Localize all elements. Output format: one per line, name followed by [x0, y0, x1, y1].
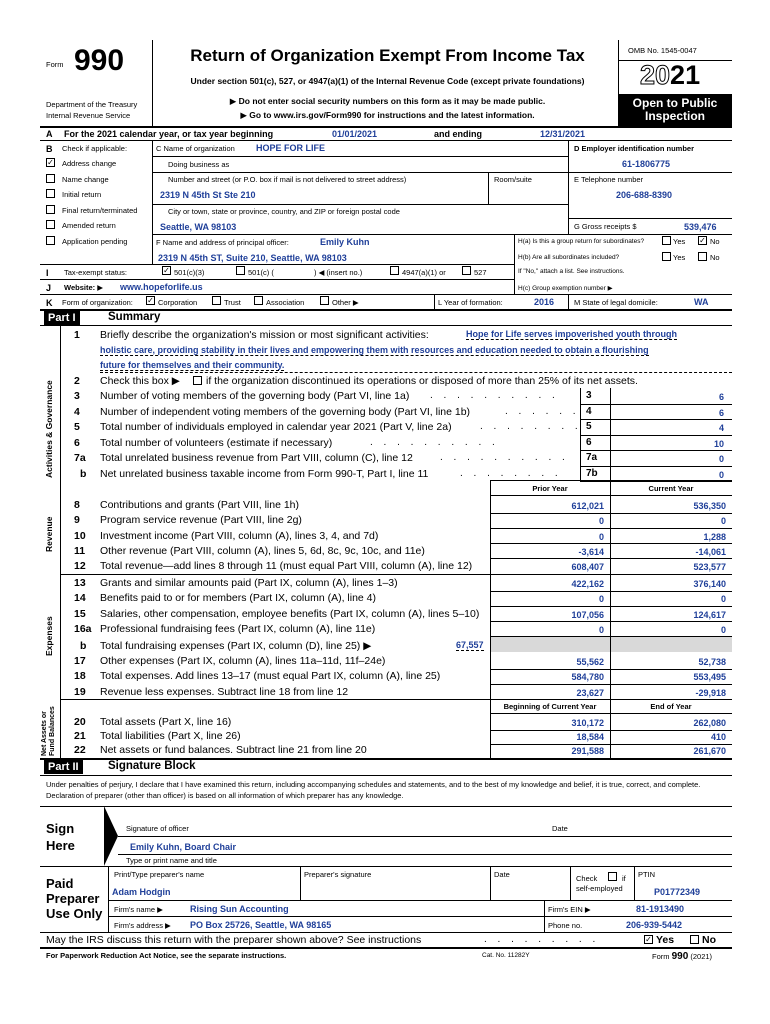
preparer-ptin[interactable]: P01772349 [654, 887, 701, 897]
prior-year-value[interactable]: -3,614 [578, 546, 604, 557]
b-label-4: Amended return [62, 221, 116, 231]
website-value[interactable]: www.hopeforlife.us [120, 282, 203, 292]
side-net-assets: Net Assets or Fund Balances [41, 706, 56, 756]
officer-address[interactable]: 2319 N 45th ST, Suite 210, Seattle, WA 98103 [158, 253, 347, 263]
line-num: 12 [74, 560, 86, 573]
gov-line-box: 7b [586, 467, 598, 479]
gov-line-text: Total number of individuals employed in calendar year 2021 (Part V, line 2a) [100, 421, 452, 433]
current-year-value[interactable]: 536,350 [693, 501, 726, 511]
current-year-value[interactable]: 410 [710, 732, 726, 742]
line-text: Contributions and grants (Part VIII, line 1h) [100, 499, 300, 511]
col-beginning-year: Beginning of Current Year [503, 702, 597, 711]
mission-line-3[interactable]: future for themselves and their community. [100, 360, 285, 370]
line-num: 17 [74, 655, 86, 667]
line-text: Net assets or fund balances. Subtract line 21 from line 20 [100, 744, 367, 756]
gov-line-num: 3 [74, 390, 80, 402]
col-current-year: Current Year [648, 484, 694, 493]
current-year-value[interactable]: 1,288 [703, 531, 726, 542]
col-end-year: End of Year [650, 702, 692, 711]
b-checkbox-0[interactable]: ✓ [47, 158, 54, 167]
prior-year-value[interactable]: 0 [598, 516, 604, 527]
line-num: 10 [74, 529, 86, 542]
leader-dots: . . . . . . . . . . [370, 436, 499, 448]
line-num: 8 [74, 499, 80, 511]
b-checkbox-2[interactable] [46, 189, 55, 198]
irs-discuss-question: May the IRS discuss this return with the preparer shown above? See instructions [46, 934, 422, 946]
mission-line-1[interactable]: Hope for Life serves impoverished youth through [466, 329, 678, 339]
line-num: 16a [74, 622, 92, 635]
leader-dots: . . . . . . . . . . [440, 452, 569, 463]
state-domicile-label: M State of legal domicile: [574, 298, 658, 307]
open-to-public-badge: Open to Public Inspection [618, 94, 732, 126]
part2-title: Signature Block [108, 760, 196, 772]
org-street[interactable]: 2319 N 45th St Ste 210 [160, 190, 256, 200]
footer-form-id: Form 990 (2021) [652, 951, 713, 962]
telephone-value[interactable]: 206-688-8390 [616, 190, 673, 200]
mission-prompt: Briefly describe the organization's mission or most significant activities: [100, 329, 429, 341]
gov-line-num: 7a [74, 452, 86, 464]
omb-number: OMB No. 1545-0047 [628, 46, 697, 55]
current-year-value[interactable]: 124,617 [693, 609, 726, 620]
b-checkbox-3[interactable] [46, 205, 55, 214]
line-num: 13 [74, 577, 86, 589]
prior-year-value[interactable]: 55,562 [576, 657, 604, 667]
ein-value[interactable]: 61-1806775 [622, 159, 671, 169]
gov-line-value[interactable]: 4 [718, 423, 724, 433]
association-checkbox[interactable] [254, 296, 263, 305]
b-checkbox-5[interactable] [46, 236, 55, 245]
form-word: Form [46, 60, 64, 69]
current-year-value[interactable]: -29,918 [695, 687, 726, 698]
line-num: 21 [74, 730, 86, 742]
gov-line-value[interactable]: 0 [718, 469, 724, 480]
org-city[interactable]: Seattle, WA 98103 [160, 222, 237, 232]
gov-line-box: 6 [586, 436, 592, 448]
line-16b-text: Total fundraising expenses (Part IX, column (D), line 25) ▶ [100, 640, 372, 652]
side-revenue: Revenue [44, 516, 54, 552]
4947-checkbox[interactable] [390, 266, 399, 275]
b-label-3: Final return/terminated [62, 205, 138, 215]
side-activities-governance: Activities & Governance [44, 380, 54, 478]
b-checkbox-4[interactable] [46, 220, 55, 229]
ha-yes-checkbox[interactable] [662, 236, 671, 245]
gov-line-box: 3 [586, 390, 592, 401]
gov-line-value[interactable]: 6 [718, 392, 724, 402]
gov-line-num: b [80, 467, 87, 480]
tax-year-end[interactable]: 12/31/2021 [540, 129, 586, 139]
leader-dots: . . . . . . . . . . [430, 390, 559, 401]
gov-line-text: Total unrelated business revenue from Part VIII, column (C), line 12 [100, 452, 413, 464]
firm-name[interactable]: Rising Sun Accounting [190, 904, 289, 914]
gov-line-box: 7a [586, 452, 598, 463]
irs-label: Internal Revenue Service [46, 111, 131, 120]
prior-year-value[interactable]: 23,627 [576, 687, 604, 698]
line-text: Total expenses. Add lines 13–17 (must equal Part IX, column (A), line 25) [100, 670, 441, 683]
preparer-signature-field[interactable]: Preparer's signature [304, 870, 372, 879]
current-year-value[interactable]: -14,061 [695, 546, 726, 557]
501c-other-checkbox[interactable] [236, 266, 245, 275]
form-title: Return of Organization Exempt From Income Tax [190, 46, 585, 65]
side-expenses: Expenses [44, 616, 54, 656]
prior-year-value[interactable]: 584,780 [571, 672, 604, 683]
leader-dots: . . . . . . . . [480, 421, 582, 432]
prior-year-value[interactable]: 612,021 [571, 501, 604, 511]
officer-print-name[interactable]: Emily Kuhn, Board Chair [130, 842, 237, 852]
officer-name[interactable]: Emily Kuhn [320, 237, 370, 247]
gov-line-text: Total number of volunteers (estimate if necessary) [100, 436, 333, 449]
line-text: Total assets (Part X, line 16) [100, 716, 232, 728]
line-text: Total revenue—add lines 8 through 11 (must equal Part VIII, column (A), line 12) [100, 560, 473, 573]
line-text: Other revenue (Part VIII, column (A), lines 5, 6d, 8c, 9c, 10c, and 11e) [100, 544, 425, 557]
gov-line-box: 5 [586, 421, 592, 432]
corporation-checkbox[interactable]: ✓ [147, 296, 154, 305]
tax-year: 2021 [640, 60, 701, 90]
gov-line-text: Number of voting members of the governing body (Part VI, line 1a) [100, 390, 410, 402]
discuss-no-checkbox[interactable] [690, 935, 699, 944]
ha-no-checkbox[interactable]: ✓ [699, 236, 706, 245]
b-label-0: Address change [62, 159, 117, 168]
b-label-5: Application pending [62, 237, 128, 246]
line-text: Revenue less expenses. Subtract line 18 from line 12 [100, 685, 349, 698]
firm-phone[interactable]: 206-939-5442 [626, 920, 683, 930]
perjury-statement: Under penalties of perjury, I declare that I have examined this return, including accompanying schedules and statements, and to the best of my knowledge and belief, it is true, correct, and complete. Declaration of preparer (other than officer) is based on all information of which preparer has any knowledge. [46, 780, 701, 800]
officer-signature-field[interactable]: Signature of officer [126, 824, 189, 833]
line-num: 20 [74, 716, 86, 728]
gov-line-value[interactable]: 10 [713, 438, 724, 449]
firm-address[interactable]: PO Box 25726, Seattle, WA 98165 [190, 920, 332, 930]
current-year-value[interactable]: 0 [720, 624, 726, 635]
mission-line-2[interactable]: holistic care, providing stability in their lives and empowering them with resources and education needed to obtain a flourishing [100, 345, 649, 355]
line-num: 15 [74, 607, 86, 620]
prior-year-value[interactable]: 608,407 [571, 562, 604, 573]
instructions-link: ▶ Go to www.irs.gov/Form990 for instructions and the latest information. [240, 110, 535, 120]
tax-year-begin[interactable]: 01/01/2021 [332, 129, 378, 139]
gov-line-box: 4 [586, 405, 592, 417]
b-checkbox-1[interactable] [46, 174, 55, 183]
line-num: 14 [74, 592, 86, 605]
part1-title: Summary [108, 311, 161, 323]
form-subtitle: Under section 501(c), 527, or 4947(a)(1) of the Internal Revenue Code (except private foundations) [190, 76, 585, 86]
b-label-2: Initial return [62, 190, 102, 200]
part1-label: Part I [44, 311, 80, 325]
dept-treasury: Department of the Treasury [46, 100, 138, 109]
501c3-checkbox[interactable]: ✓ [163, 266, 170, 275]
ssn-warning: ▶ Do not enter social security numbers on this form as it may be made public. [229, 96, 546, 106]
paid-preparer-label: Paid Preparer Use Only [46, 876, 103, 921]
prior-year-value[interactable]: 18,584 [576, 732, 604, 742]
current-year-value[interactable]: 0 [720, 594, 726, 605]
527-checkbox[interactable] [462, 266, 471, 275]
org-name[interactable]: HOPE FOR LIFE [256, 143, 326, 153]
gov-line-text: Number of independent voting members of the governing body (Part VI, line 1b) [100, 405, 471, 418]
self-employed-checkbox[interactable] [608, 872, 617, 881]
hb-no-checkbox[interactable] [698, 252, 707, 261]
year-formation-value[interactable]: 2016 [534, 297, 555, 307]
line-num: 11 [74, 544, 86, 557]
line-16b-value[interactable]: 67,557 [456, 640, 484, 650]
discontinued-checkbox[interactable] [193, 376, 202, 385]
gov-line-value[interactable]: 6 [718, 407, 724, 418]
gov-line-value[interactable]: 0 [718, 454, 724, 464]
line-num: 19 [74, 685, 86, 698]
gov-line-num: 5 [74, 421, 80, 433]
line-text: Program service revenue (Part VIII, line 2g) [100, 514, 302, 527]
gov-line-text: Net unrelated business taxable income from Form 990-T, Part I, line 11 [100, 467, 429, 480]
line-text: Total liabilities (Part X, line 26) [100, 730, 241, 742]
year-formation-label: L Year of formation: [438, 298, 503, 307]
current-year-value[interactable]: 261,670 [693, 746, 726, 756]
line-text: Investment income (Part VIII, column (A), lines 3, 4, and 7d) [100, 529, 379, 542]
col-prior-year: Prior Year [532, 484, 568, 493]
line-text: Benefits paid to or for members (Part IX, column (A), line 4) [100, 592, 377, 605]
line-num: 18 [74, 670, 86, 683]
line-text: Professional fundraising fees (Part IX, column (A), line 11e) [100, 622, 376, 635]
prior-year-value[interactable]: 107,056 [571, 609, 604, 620]
line-num: 9 [74, 514, 80, 527]
preparer-name[interactable]: Adam Hodgin [112, 887, 171, 897]
b-label-1: Name change [62, 174, 109, 184]
line-text: Salaries, other compensation, employee benefits (Part IX, column (A), lines 5–10) [100, 607, 480, 620]
current-year-value[interactable]: 262,080 [693, 718, 726, 728]
form-number: 990 [74, 44, 125, 77]
prior-year-value[interactable]: 0 [598, 531, 604, 542]
current-year-value[interactable]: 0 [720, 516, 726, 527]
paperwork-notice: For Paperwork Reduction Act Notice, see the separate instructions. [46, 951, 287, 960]
current-year-value[interactable]: 52,738 [698, 657, 726, 667]
trust-checkbox[interactable] [212, 296, 221, 305]
hb-yes-checkbox[interactable] [662, 252, 671, 261]
state-domicile-value[interactable]: WA [694, 297, 709, 307]
part2-label: Part II [44, 760, 83, 774]
gross-receipts[interactable]: 539,476 [684, 222, 717, 232]
current-year-value[interactable]: 553,495 [693, 672, 726, 683]
line-text: Other expenses (Part IX, column (A), lines 11a–11d, 11f–24e) [100, 655, 386, 667]
catalog-number: Cat. No. 11282Y [482, 952, 530, 959]
line-text: Grants and similar amounts paid (Part IX, column (A), lines 1–3) [100, 577, 398, 589]
current-year-value[interactable]: 376,140 [693, 579, 726, 589]
line-num: 22 [74, 744, 86, 756]
discuss-yes-checkbox[interactable]: ✓ [645, 935, 652, 944]
leader-dots: . . . . . . [505, 405, 580, 417]
gov-line-num: 4 [74, 405, 80, 418]
firm-ein[interactable]: 81-1913490 [636, 904, 685, 914]
leader-dots: . . . . . . . . [460, 467, 562, 479]
gov-line-num: 6 [74, 436, 80, 449]
sign-here-label: Sign Here [46, 821, 75, 853]
prior-year-value[interactable]: 422,162 [571, 579, 604, 589]
prior-year-value[interactable]: 0 [598, 624, 604, 635]
prior-year-value[interactable]: 310,172 [571, 718, 604, 728]
other-org-checkbox[interactable] [320, 296, 329, 305]
current-year-value[interactable]: 523,577 [693, 562, 726, 573]
prior-year-value[interactable]: 291,588 [571, 746, 604, 756]
prior-year-value[interactable]: 0 [598, 594, 604, 605]
